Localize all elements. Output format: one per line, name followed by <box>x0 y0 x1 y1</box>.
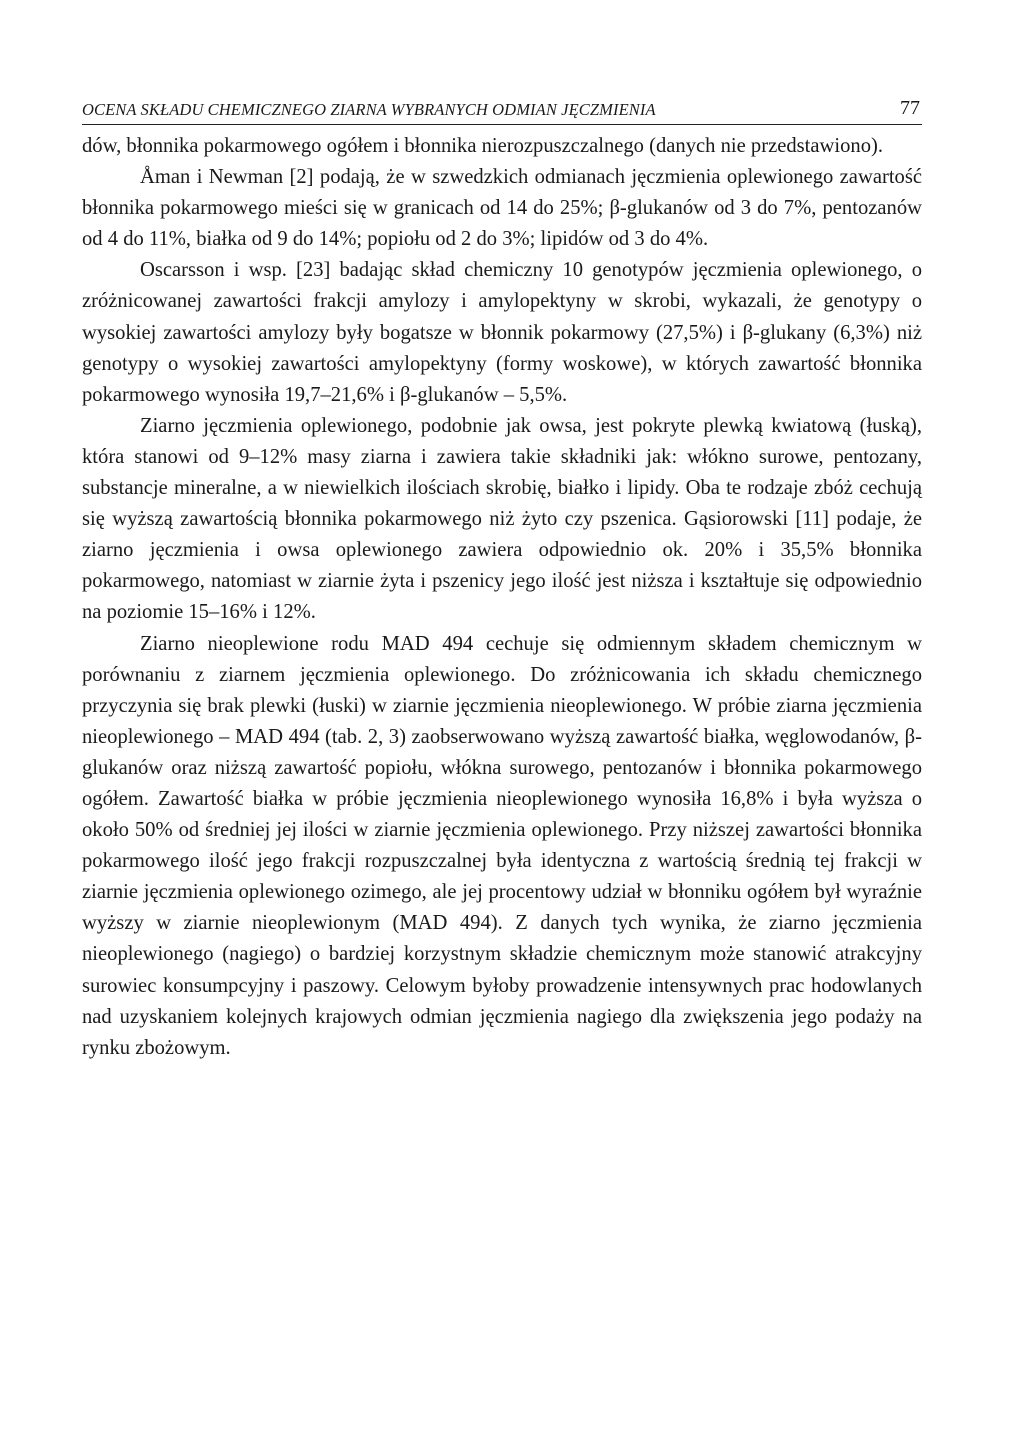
paragraph-aman-newman: Åman i Newman [2] podają, że w szwedzkich odmianach jęczmienia oplewionego zawartość błonnika pokarmowego mieści się w granicach od 14 do 25%; β-glukanów od 3 do 7%, pentozanów od 4 do 11%, białka od 9 do 14%; popiołu od 2 do 3%; lipidów od 3 do 4%. <box>82 166 922 251</box>
body-text <box>82 131 922 1064</box>
page <box>82 88 922 1064</box>
page-number: 77 <box>900 97 920 119</box>
paragraph-husk: Ziarno jęczmienia oplewionego, podobnie jak owsa, jest pokryte plewką kwiatową (łuską), która stanowi od 9–12% masy ziarna i zawiera takie składniki jak: włókno surowe, pentozany, substancje mineralne, a w niewielkich ilościach skrobię, białko i lipidy. Oba te rodzaje zbóż cechują się wyższą zawartością błonnika pokarmowego niż żyto czy pszenica. Gąsiorowski [11] podaje, że ziarno jęczmienia i owsa oplewionego zawiera odpowiednio ok. 20% i 35,5% błonnika pokarmowego, natomiast w ziarnie żyta i pszenicy jego ilość jest niższa i kształtuje się odpowiednio na poziomie 15–16% i 12%. <box>82 414 922 624</box>
running-title: OCENA SKŁADU CHEMICZNEGO ZIARNA WYBRANYCH ODMIAN JĘCZMIENIA <box>82 100 656 119</box>
paragraph-oscarsson: Oscarsson i wsp. [23] badając skład chemiczny 10 genotypów jęczmienia oplewionego, o zróżnicowanej zawartości frakcji amylozy i amylopektyny w skrobi, wykazali, że genotypy o wysokiej zawartości amylozy były bogatsze w błonnik pokarmowy (27,5%) i β-glukany (6,3%) niż genotypy o wysokiej zawartości amylopektyny (formy woskowe), w których zawartość błonnika pokarmowego wynosiła 19,7–21,6% i β-glukanów – 5,5%. <box>82 259 922 406</box>
paragraph-continuation: dów, błonnika pokarmowego ogółem i błonnika nierozpuszczalnego (danych nie przedstawiono). <box>82 135 884 157</box>
paragraph-mad-494: Ziarno nieoplewione rodu MAD 494 cechuje się odmiennym składem chemicznym w porównaniu z ziarnem jęczmienia oplewionego. Do zróżnicowania ich składu chemicznego przyczynia się brak plewki (łuski) w ziarnie jęczmienia nieoplewionego. W próbie ziarna jęczmienia nieoplewionego – MAD 494 (tab. 2, 3) zaobserwowano wyższą zawartość białka, węglowodanów, β-glukanów oraz niższą zawartość popiołu, włókna surowego, pentozanów i błonnika pokarmowego ogółem. Zawartość białka w próbie jęczmienia nieoplewionego wynosiła 16,8% i była wyższa o około 50% od średniej jej ilości w ziarnie jęczmienia oplewionego. Przy niższej zawartości błonnika pokarmowego ilość jego frakcji rozpuszczalnej była identyczna z wartością średnią tej frakcji w ziarnie jęczmienia oplewionego ozimego, ale jej procentowy udział w błonniku ogółem był wyraźnie wyższy w ziarnie nieoplewionym (MAD 494). Z danych tych wynika, że ziarno jęczmienia nieoplewionego (nagiego) o bardziej korzystnym składzie chemicznym może stanowić atrakcyjny surowiec konsumpcyjny i paszowy. Celowym byłoby prowadzenie intensywnych prac hodowlanych nad uzyskaniem kolejnych krajowych odmian jęczmienia nagiego dla zwiększenia jego podaży na rynku zbożowym. <box>82 632 922 1059</box>
running-header <box>82 88 922 125</box>
